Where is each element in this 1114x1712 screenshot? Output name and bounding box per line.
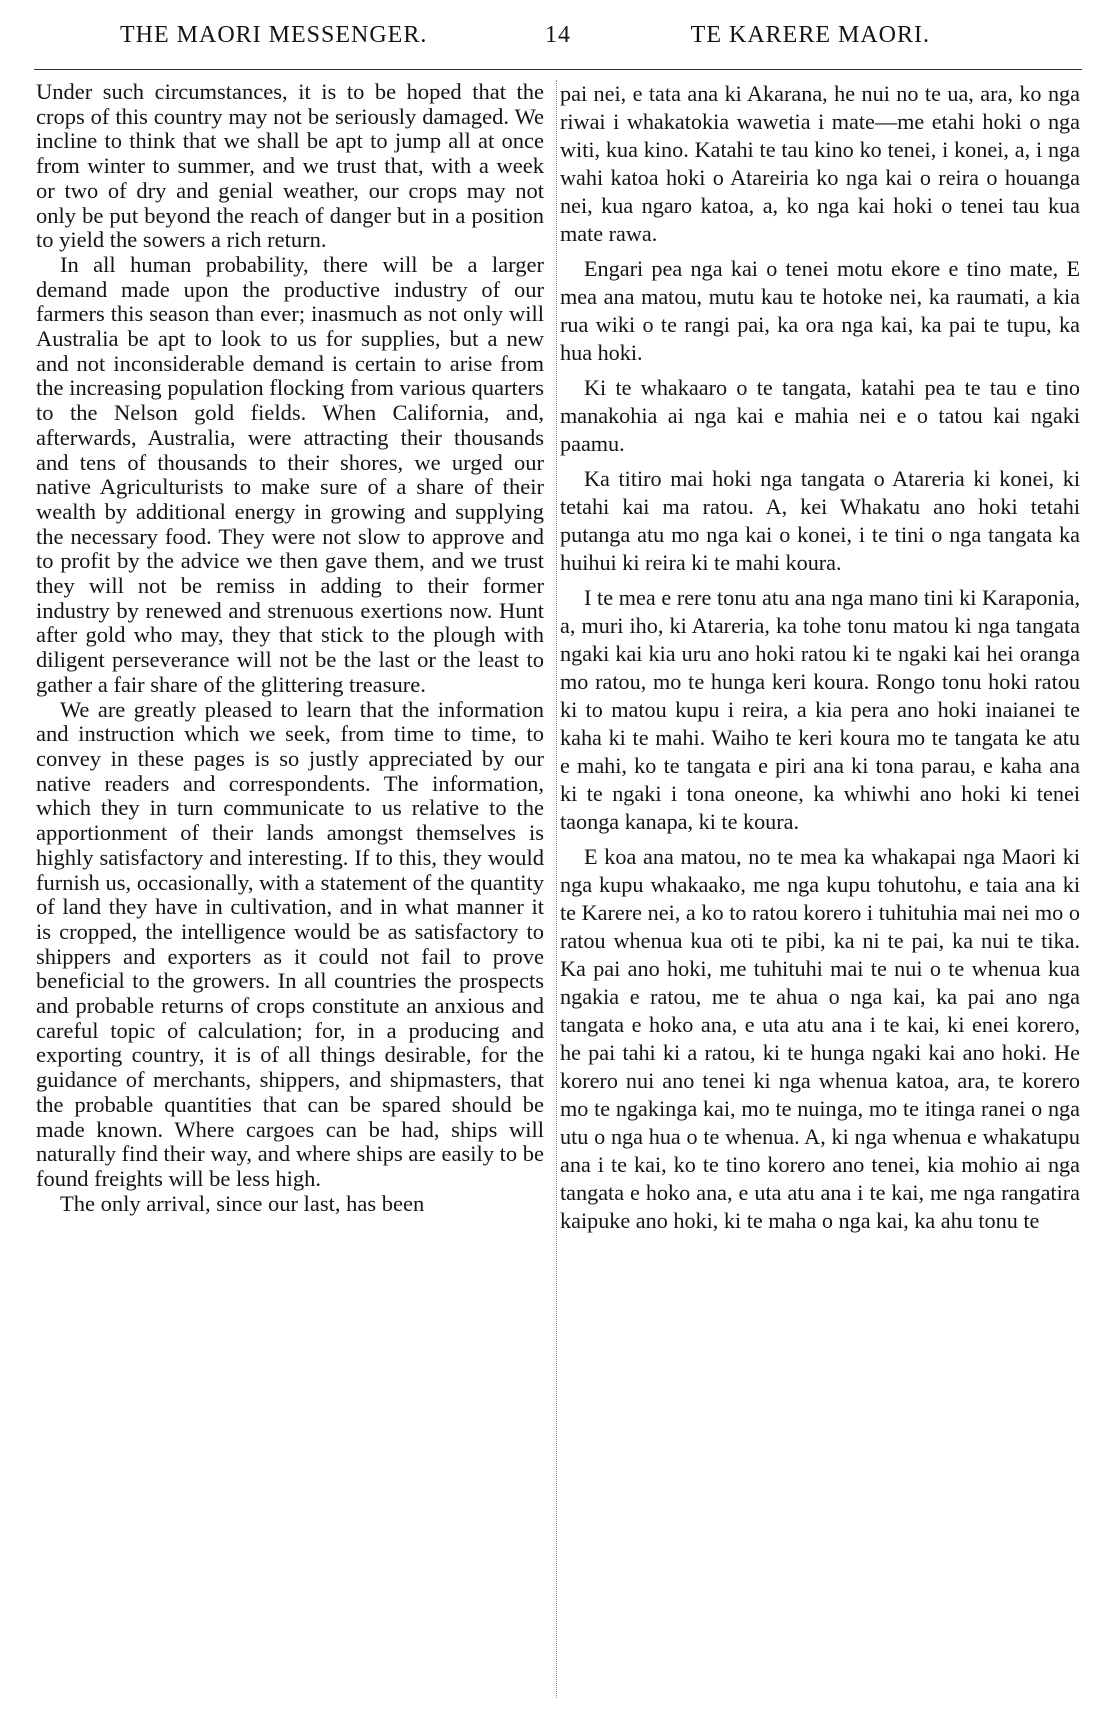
maori-paragraph: Engari pea nga kai o tenei motu ekore e tino mate, E mea ana matou, mutu kau te hotoke nei, ka raumati, a kia rua wiki o te rangi pai, ka ora nga kai, ka pai te tupu, ka hua hoki. [560, 256, 1080, 365]
page-number: 14 [545, 22, 571, 48]
maori-paragraph: pai nei, e tata ana ki Akarana, he nui no te ua, ara, ko nga riwai i whakatokia wawetia i mate—me etahi hoki o nga witi, kua kino. Katahi te tau kino ko tenei, i konei, a, i nga wahi katoa hoki o Atareiria ko nga kai o reira o houanga nei, kua ngaro katoa, a, ko nga kai hoki o tenei tau kua mate rawa. [560, 81, 1080, 246]
english-paragraph: In all human probability, there will be a larger demand made upon the productive industry of our farmers this season than ever; inasmuch as not only will Australia be apt to look to us for supplies, but a new and not inconsiderable demand is certain to arise from the increasing population flocking from various quarters to the Nelson gold fields. When California, and, afterwards, Australia, were attracting their thousands and tens of thousands to their shores, we urged our native Agriculturists to make sure of a share of their wealth by additional energy in growing and supplying the necessary food. They were not slow to approve and to profit by the advice we then gave them, and we trust they will not be remiss in adding to their former industry by renewed and strenuous exertions now. Hunt after gold who may, they that stick to the plough with diligent perseverance will not be the last or the least to gather a fair share of the glittering treasure. [36, 251, 544, 697]
maori-paragraph: Ki te whakaaro o te tangata, katahi pea te tau e tino manakohia ai nga kai e mahia nei e o tatou kai ngaki paamu. [560, 375, 1080, 456]
column-divider [556, 80, 557, 1698]
english-paragraph: Under such circumstances, it is to be hoped that the crops of this country may not be seriously damaged. We incline to think that we shall be apt to jump all at once from winter to summer, and we trust that, with a week or two of dry and genial weather, our crops may not only be put beyond the reach of danger but in a position to yield the sowers a rich return. [36, 79, 544, 253]
maori-paragraph: I te mea e rere tonu atu ana nga mano tini ki Karaponia, a, muri iho, ki Atareria, ka tohe tonu matou ki nga tangata ngaki kai kia uru ano hoki ratou ki te ngaki kai hei oranga mo ratou, mo te hunga keri koura. Rongo tonu hoki ratou ki to matou kupu i reira, a kia pera ano hoki inaianei te kaha ki te mahi. Waiho te keri koura mo te tangata ke atu e mahi, ko te tangata e piri ana ki tona parau, e kaha ana ki te ngaki i tona oneone, ka whiwhi ano hoki ki tenei taonga kanapa, ki te koura. [560, 585, 1080, 834]
masthead [34, 22, 1082, 62]
maori-paragraph: E koa ana matou, no te mea ka whakapai nga Maori ki nga kupu whakaako, me nga kupu tohutohu, e taia ana ki te Karere nei, a ko to ratou korero i tuhituhia mai nei mo o ratou whenua kua oti te pibi, ka ni te pai, ka nui te tika. Ka pai ano hoki, me tuhituhi mai te nui o te whenua kua ngakia e ratou, me te ahua o nga kai, ka pai ano nga tangata e hoko ana, e uta atu ana i te kai, ki enei korero, he pai tahi ki a ratou, ki te hunga ngaki kai ano hoki. He korero nui ano tenei ki nga whenua katoa, ara, te korero mo te ngakinga kai, mo te nuinga, mo te itinga ranei o nga utu o nga hua o te whenua. A, ki nga whenua e whakatupu ana i te kai, ko te tino korero ano tenei, kia mohio ai nga tangata e hoko ana, e uta atu ana i te kai, me nga rangatira kaipuke ano hoki, ki te maha o nga kai, ka ahu tonu te [560, 844, 1080, 1233]
maori-column [560, 80, 1080, 1242]
masthead-english-title: THE MAORI MESSENGER. [120, 22, 428, 48]
english-paragraph: We are greatly pleased to learn that the information and instruction which we seek, from time to time, to convey in these pages is so justly appreciated by our native readers and correspondents. The information, which they in turn communicate to us relative to the apportionment of their lands amongst themselves is highly satisfactory and interesting. If to this, they would furnish us, occasionally, with a statement of the quantity of land they have in cultivation, and in what manner it is cropped, the intelligence would be as satisfactory to shippers and exporters as it could not fail to prove beneficial to the growers. In all countries the prospects and probable returns of crops constitute an anxious and careful topic of calculation; for, in a producing and exporting country, it is of all things desirable, for the guidance of merchants, shippers, and shipmasters, that the probable quantities that can be spared should be made known. Where cargoes can be had, ships will naturally find their way, and where ships are easily to be found freights will be less high. [36, 696, 544, 1191]
masthead-maori-title: TE KARERE MAORI. [690, 22, 930, 48]
maori-paragraph: Ka titiro mai hoki nga tangata o Atareria ki konei, ki tetahi kai ma ratou. A, kei Whakatu ano hoki tetahi putanga atu mo nga kai o konei, i te tini o nga tangata ka huihui ki reira ki te mahi koura. [560, 466, 1080, 575]
english-paragraph: The only arrival, since our last, has been [60, 1190, 425, 1216]
english-column [36, 80, 544, 1216]
masthead-rule [34, 69, 1082, 70]
